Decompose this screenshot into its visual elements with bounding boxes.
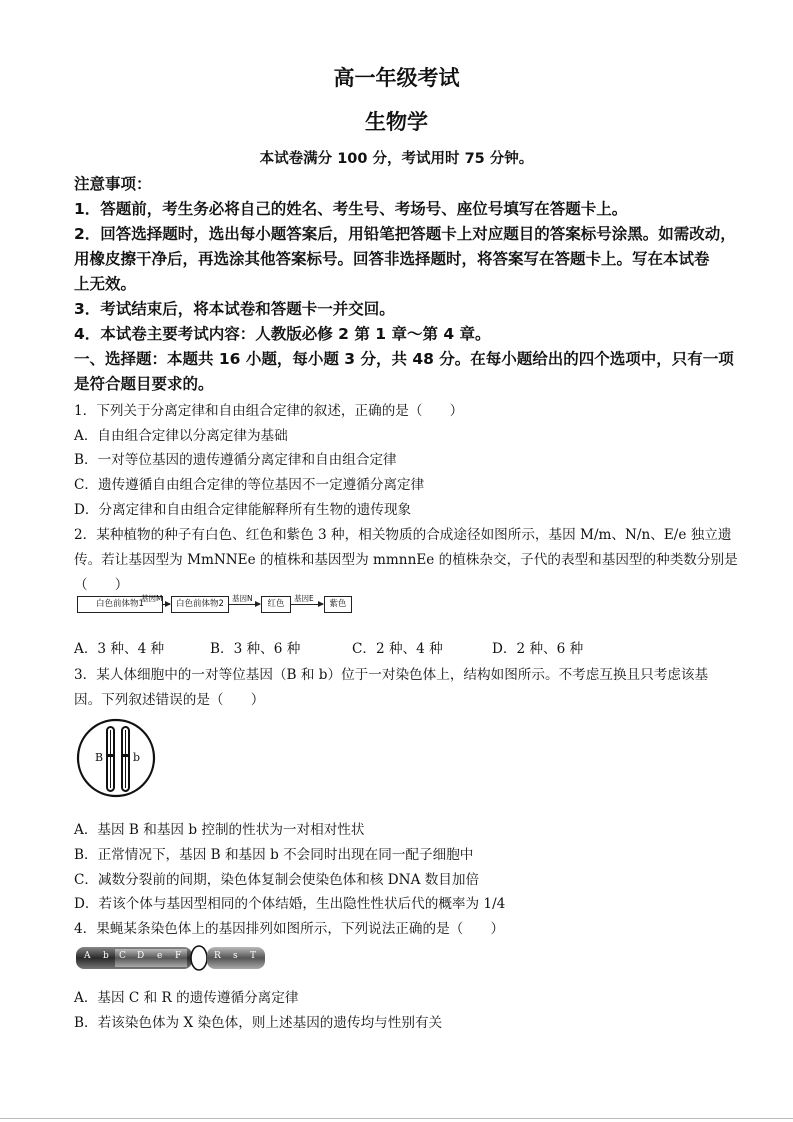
q3-option-a: A．基因 B 和基因 b 控制的性状为一对相对性状 bbox=[74, 822, 365, 838]
q3-stem-line1: 3．某人体细胞中的一对等位基因（B 和 b）位于一对染色体上，结构如图所示。不考虑互换且只考虑该基 bbox=[74, 667, 709, 683]
q4-option-a: A．基因 C 和 R 的遗传遵循分离定律 bbox=[74, 990, 299, 1006]
pathway-box-white1: 白色前体物1 bbox=[77, 596, 163, 613]
q3-option-b: B．正常情况下，基因 B 和基因 b 不会同时出现在同一配子细胞中 bbox=[74, 847, 474, 863]
q2-option-a: A．3 种、4 种 bbox=[74, 641, 165, 657]
gene-label-b: b bbox=[133, 751, 141, 764]
gene-b: b bbox=[103, 951, 109, 961]
q1-option-b: B．一对等位基因的遗传遵循分离定律和自由组合定律 bbox=[74, 452, 397, 468]
section-heading-cont: 是符合题目要求的。 bbox=[74, 375, 214, 393]
pathway-arrow bbox=[290, 604, 323, 605]
gene-locus-b-upper bbox=[106, 754, 115, 757]
gene-e: e bbox=[157, 951, 163, 961]
cell-membrane bbox=[78, 720, 154, 796]
q1-option-c: C．遗传遵循自由组合定律的等位基因不一定遵循分离定律 bbox=[74, 477, 425, 493]
gene-label-B: B bbox=[95, 751, 104, 764]
pathway-arrow bbox=[162, 604, 170, 605]
gene-R: R bbox=[214, 951, 221, 961]
q1-option-d: D．分离定律和自由组合定律能解释所有生物的遗传现象 bbox=[74, 502, 412, 518]
q2-stem-line3: （ ） bbox=[74, 577, 129, 593]
note-item: 用橡皮擦干净后，再选涂其他答案标号。回答非选择题时，将答案写在答题卡上。写在本试卷 bbox=[74, 250, 710, 268]
pathway-label-e: 基因E bbox=[294, 594, 314, 603]
exam-subject: 生物学 bbox=[365, 110, 428, 134]
pathway-box-red: 红色 bbox=[261, 596, 291, 613]
q2-stem-line1: 2．某种植物的种子有白色、红色和紫色 3 种，相关物质的合成途径如图所示，基因 M/m、N/n、E/e 独立遗 bbox=[74, 527, 732, 543]
pathway-arrow bbox=[228, 604, 260, 605]
q4-option-b: B．若该染色体为 X 染色体，则上述基因的遗传均与性别有关 bbox=[74, 1015, 443, 1031]
pathway-box-purple: 紫色 bbox=[324, 596, 352, 613]
pathway-box-white2: 白色前体物2 bbox=[171, 596, 229, 613]
q2-stem-line2: 传。若让基因型为 MmNNEe 的植株和基因型为 mmnnEe 的植株杂交，子代的表型和基因型的种类数分别是 bbox=[74, 552, 738, 568]
q1-stem: 1．下列关于分离定律和自由组合定律的叙述，正确的是（ ） bbox=[74, 403, 464, 419]
q2-option-b: B．3 种、6 种 bbox=[210, 641, 301, 657]
cell-svg bbox=[75, 716, 157, 800]
q3-stem-line2: 因。下列叙述错误的是（ ） bbox=[74, 692, 265, 708]
q2-option-d: D．2 种、6 种 bbox=[492, 641, 584, 657]
note-item: 3．考试结束后，将本试卷和答题卡一并交回。 bbox=[74, 300, 395, 318]
pathway-label-m: 基因M bbox=[141, 594, 163, 603]
notes-heading: 注意事项： bbox=[74, 175, 152, 193]
fruitfly-chromosome-figure bbox=[75, 944, 267, 972]
gene-s: s bbox=[233, 951, 238, 961]
centromere bbox=[191, 946, 207, 970]
gene-D: D bbox=[137, 951, 145, 961]
pathway-label-n: 基因N bbox=[232, 594, 253, 603]
q4-stem: 4．果蝇某条染色体上的基因排列如图所示，下列说法正确的是（ ） bbox=[74, 921, 505, 937]
q2-option-c: C．2 种、4 种 bbox=[352, 641, 443, 657]
q1-option-a: A．自由组合定律以分离定律为基础 bbox=[74, 428, 288, 444]
gene-T: T bbox=[250, 951, 257, 961]
gene-locus-b-lower bbox=[121, 754, 130, 757]
section-heading: 一、选择题：本题共 16 小题，每小题 3 分，共 48 分。在每小题给出的四个选项中，只有一项 bbox=[74, 350, 734, 368]
exam-info: 本试卷满分 100 分，考试用时 75 分钟。 bbox=[259, 151, 534, 167]
note-item: 4．本试卷主要考试内容：人教版必修 2 第 1 章～第 4 章。 bbox=[74, 325, 491, 343]
q3-option-d: D．若该个体与基因型相同的个体结婚，生出隐性性状后代的概率为 1/4 bbox=[74, 896, 506, 912]
gene-C: C bbox=[119, 951, 126, 961]
q3-option-c: C．减数分裂前的间期，染色体复制会使染色体和核 DNA 数目加倍 bbox=[74, 872, 480, 888]
gene-A: A bbox=[84, 951, 91, 961]
note-item: 1．答题前，考生务必将自己的姓名、考生号、考场号、座位号填写在答题卡上。 bbox=[74, 200, 628, 218]
page-bottom-rule bbox=[0, 1118, 793, 1119]
note-item: 上无效。 bbox=[74, 275, 137, 293]
note-item: 2．回答选择题时，选出每小题答案后，用铅笔把答题卡上对应题目的答案标号涂黑。如需改动， bbox=[74, 225, 736, 243]
gene-F: F bbox=[175, 951, 182, 961]
exam-title: 高一年级考试 bbox=[333, 66, 460, 90]
cell-chromosome-figure bbox=[75, 716, 157, 800]
